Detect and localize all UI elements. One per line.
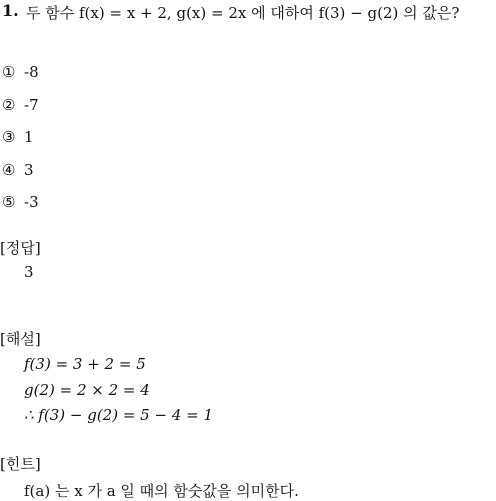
option-5-value: -3: [24, 193, 39, 211]
option-4-mark: ④: [2, 161, 16, 179]
question-text: 두 함수 f(x) = x + 2, g(x) = 2x 에 대하여 f(3) − g(2) 의 값은?: [26, 4, 460, 22]
question-number: 1.: [2, 1, 19, 20]
explanation-line-3: ∴ f(3) − g(2) = 5 − 4 = 1: [24, 406, 214, 424]
explanation-label: [해설]: [0, 330, 41, 348]
explanation-line-1: f(3) = 3 + 2 = 5: [24, 355, 146, 373]
option-5-mark: ⑤: [2, 193, 16, 211]
answer-label: [정답]: [0, 239, 41, 257]
hint-text: f(a) 는 x 가 a 일 때의 함숫값을 의미한다.: [24, 482, 299, 500]
option-2-mark: ②: [2, 96, 16, 114]
answer-value: 3: [24, 263, 34, 281]
option-2-value: -7: [24, 96, 39, 114]
explanation-line-2: g(2) = 2 × 2 = 4: [24, 381, 150, 399]
hint-label: [힌트]: [0, 455, 41, 473]
option-1-mark: ①: [2, 63, 16, 81]
option-3-mark: ③: [2, 128, 16, 146]
option-1-value: -8: [24, 63, 39, 81]
option-3-value: 1: [24, 128, 34, 146]
option-4-value: 3: [24, 161, 34, 179]
